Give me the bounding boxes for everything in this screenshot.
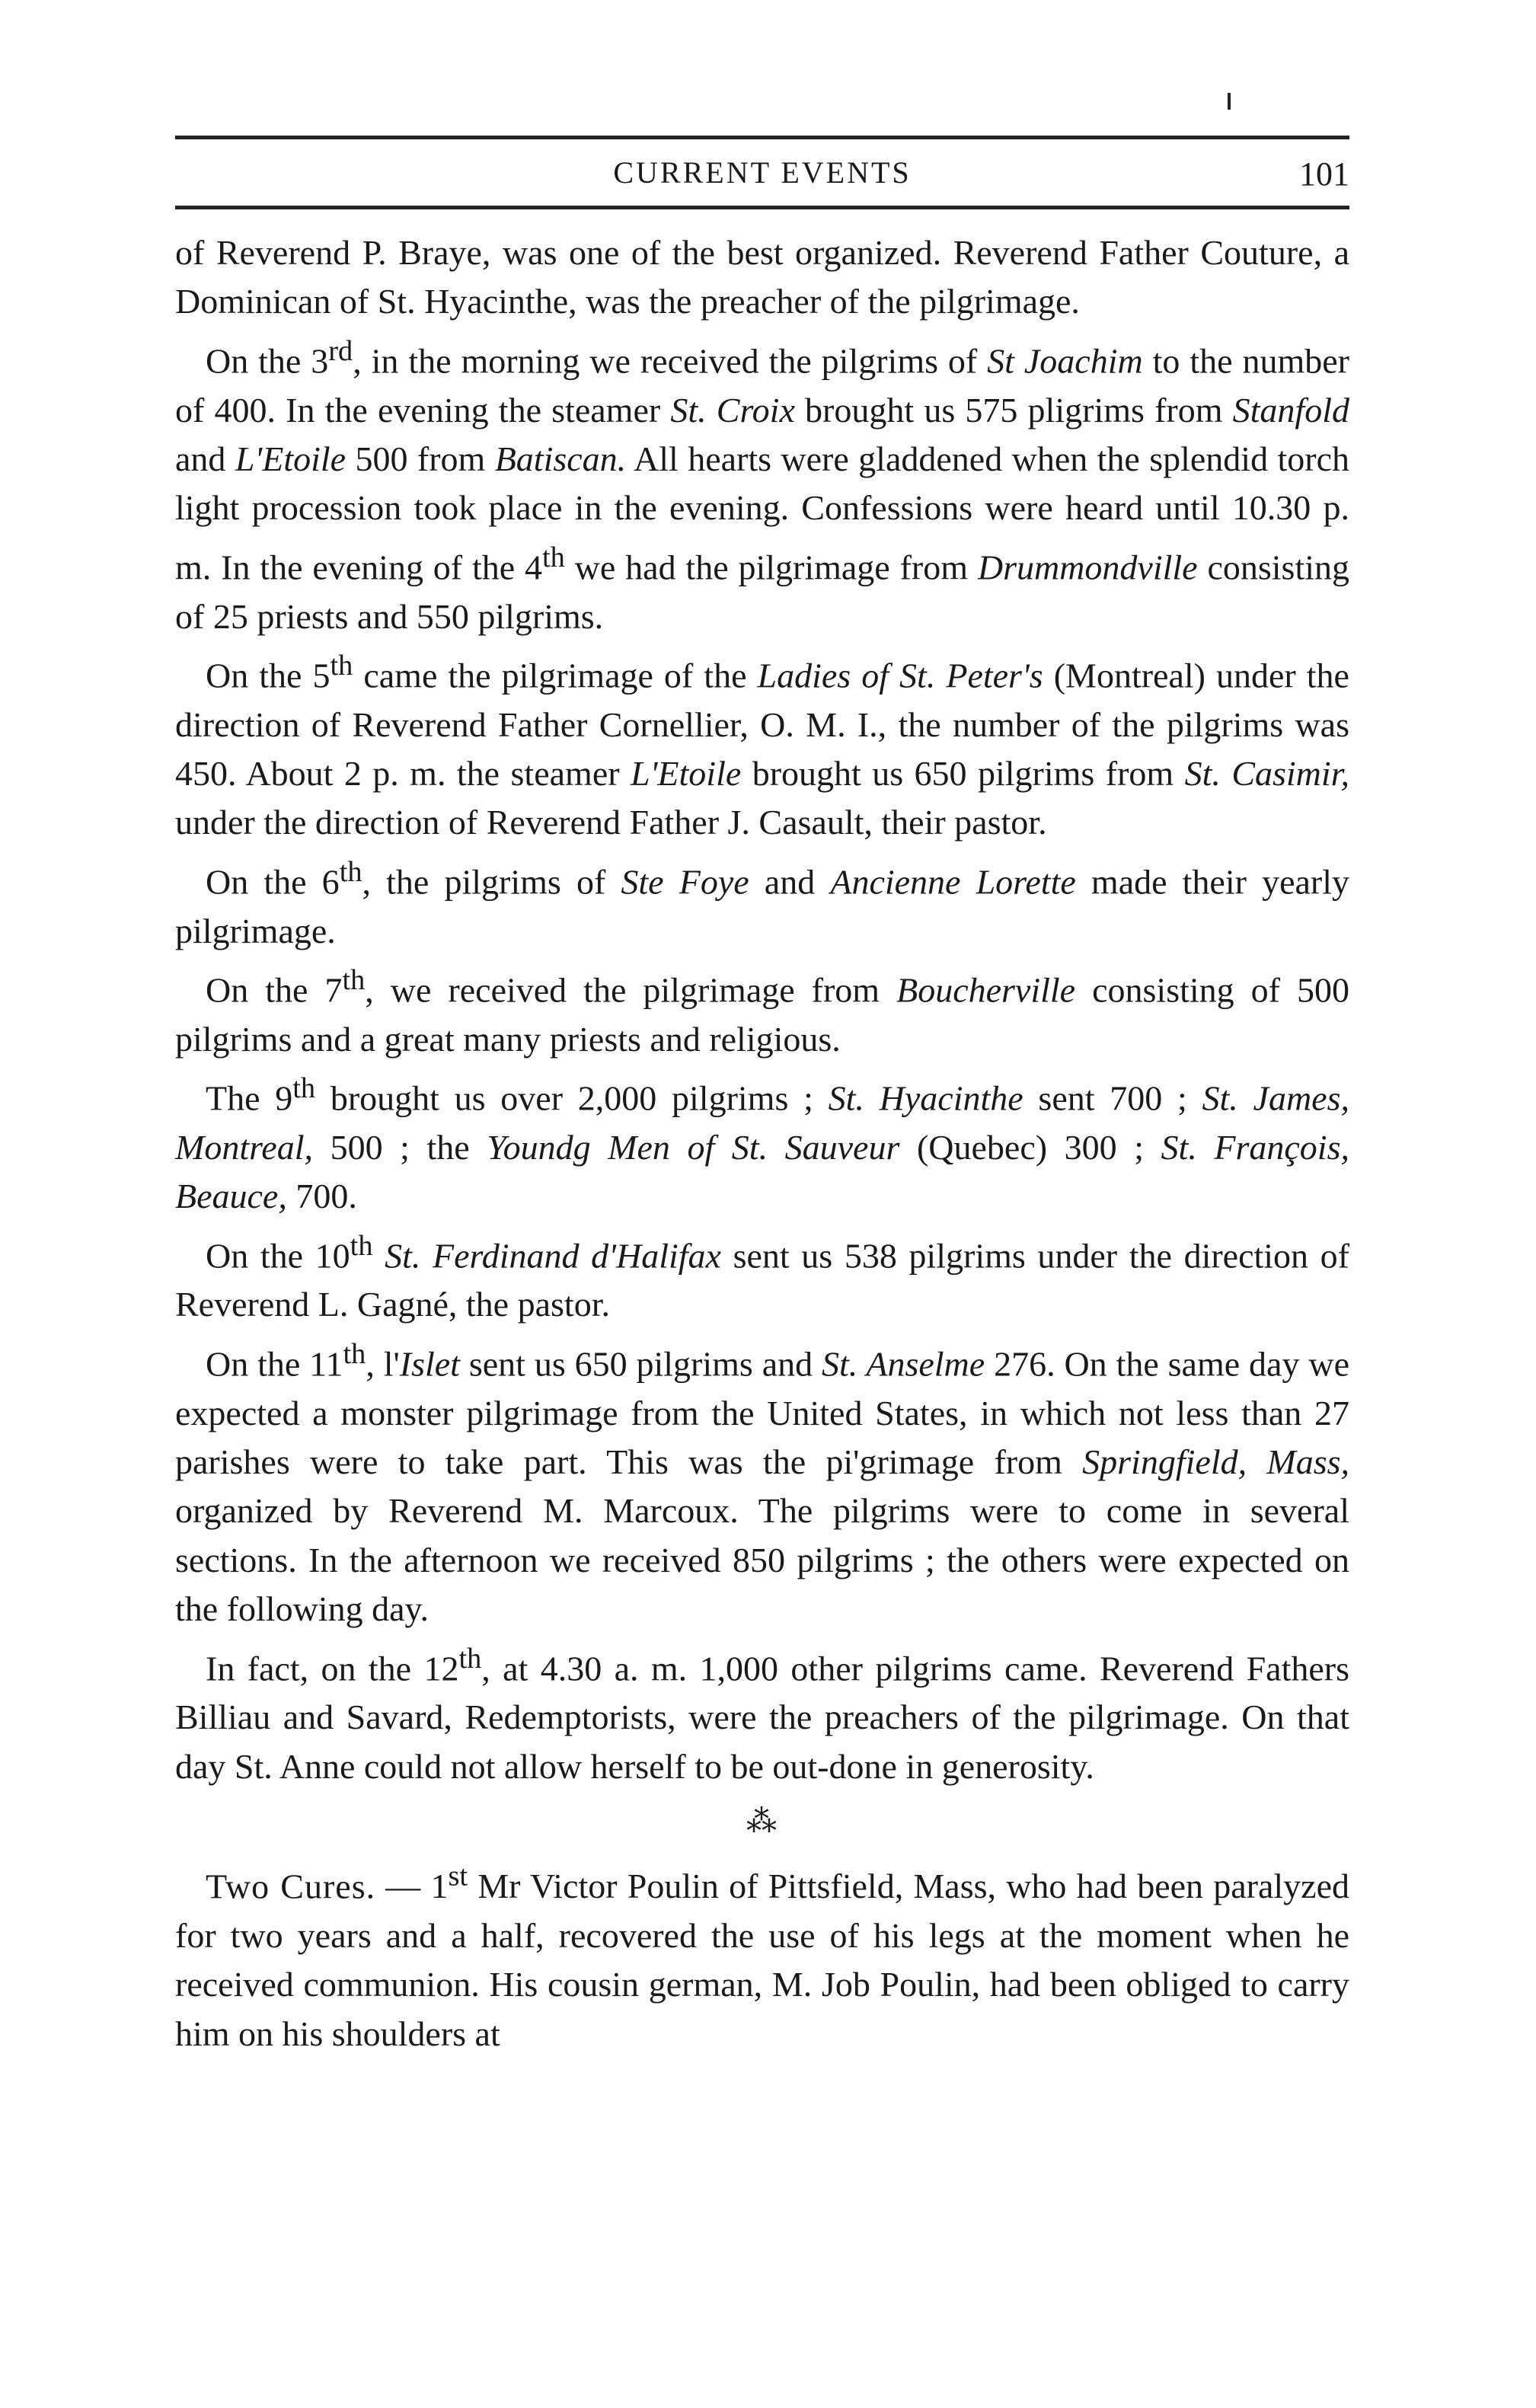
text-run: On the 7 bbox=[206, 970, 343, 1010]
text-run: came the pilgrimage of the bbox=[353, 656, 758, 695]
ordinal-suffix: th bbox=[292, 1072, 316, 1105]
paragraph bbox=[175, 848, 1349, 956]
body-text bbox=[175, 228, 1349, 2058]
text-run: — 1 bbox=[375, 1867, 449, 1906]
text-run: brought us over 2,000 pilgrims ; bbox=[315, 1078, 829, 1118]
text-run: sent us 538 pilgrims under the direction of Reverend L. Gagné, the pastor. bbox=[175, 1236, 1349, 1324]
section-paragraph bbox=[175, 1852, 1349, 2058]
running-head bbox=[175, 136, 1349, 209]
paragraph-list bbox=[175, 228, 1349, 1791]
text-run: to the number of 400. In the evening the steamer bbox=[175, 341, 1349, 430]
text-run: and bbox=[749, 862, 831, 902]
paragraph bbox=[175, 228, 1349, 327]
italic-place-name: St. Ferdinand d'Halifax bbox=[385, 1236, 721, 1276]
text-run: , the pilgrims of bbox=[362, 862, 621, 902]
italic-place-name: Ladies of St. Peter's bbox=[757, 656, 1043, 695]
ordinal-suffix: th bbox=[339, 855, 362, 888]
paragraph bbox=[175, 1634, 1349, 1792]
text-run: On the 10 bbox=[206, 1236, 350, 1276]
ordinal-suffix: th bbox=[343, 1337, 366, 1370]
italic-place-name: St. James, Montreal, bbox=[175, 1078, 1350, 1167]
ordinal-suffix: st bbox=[448, 1860, 468, 1893]
italic-place-name: St Joachim bbox=[987, 341, 1143, 381]
italic-place-name: Islet bbox=[399, 1344, 460, 1384]
ordinal-suffix: th bbox=[330, 649, 353, 682]
text-run: brought us 650 pilgrims from bbox=[741, 754, 1185, 794]
italic-place-name: St. Casimir, bbox=[1184, 754, 1349, 794]
ordinal-suffix: th bbox=[342, 964, 366, 996]
text-run: In fact, on the 12 bbox=[206, 1648, 459, 1688]
italic-place-name: Drummondville bbox=[977, 548, 1198, 587]
italic-place-name: Ancienne Lorette bbox=[830, 862, 1076, 902]
text-run: consisting of 500 pilgrims and a great many priests and religious. bbox=[175, 970, 1350, 1059]
italic-place-name: Springfield, Mass, bbox=[1082, 1442, 1349, 1481]
italic-place-name: St. Anselme bbox=[822, 1344, 985, 1384]
text-run: sent 700 ; bbox=[1023, 1078, 1202, 1118]
text-run: made their yearly pilgrimage. bbox=[175, 862, 1350, 950]
text-run: consisting of 25 priests and 550 pilgrims. bbox=[175, 548, 1349, 636]
text-run: , at 4.30 a. m. 1,000 other pilgrims came. Reverend Fathers Billiau and Savard, Redemptorists, were the preachers of the pilgrimage. On that day St. Anne could not allow herself to be out-done in generosity. bbox=[175, 1648, 1349, 1786]
text-run: Mr Victor Poulin of Pittsfield, Mass, who had been paralyzed for two years and a half, recovered the use of his legs at the moment when he received communion. His cousin german, M. Job Poulin, had been obliged to carry him on his shoulders at bbox=[175, 1867, 1349, 2053]
text-run: of Reverend P. Braye, was one of the best organized. Reverend Father Couture, a Dominican of St. Hyacinthe, was the preacher of the pilgrimage. bbox=[175, 233, 1349, 321]
text-run: On the 6 bbox=[206, 862, 340, 902]
italic-place-name: Ste Foye bbox=[621, 862, 749, 902]
text-run: On the 5 bbox=[206, 656, 331, 695]
page-number: 101 bbox=[1299, 155, 1349, 193]
text-run: 500 from bbox=[346, 439, 495, 478]
text-run: , l' bbox=[366, 1344, 400, 1384]
text-run: sent us 650 pilgrims and bbox=[459, 1344, 822, 1384]
italic-place-name: St. Croix bbox=[670, 390, 795, 430]
text-run: , we received the pilgrimage from bbox=[365, 970, 897, 1010]
text-run: 276. On the same day we expected a monster pilgrimage from the United States, in which not less than 27 parishes were to take part. This was the pi'grimage from bbox=[175, 1344, 1349, 1481]
header-rule bbox=[175, 206, 1349, 209]
text-run: and bbox=[175, 439, 235, 478]
text-run: 500 ; the bbox=[313, 1127, 487, 1167]
italic-place-name: Batiscan. bbox=[494, 439, 627, 478]
ordinal-suffix: th bbox=[542, 541, 565, 573]
text-run: On the 3 bbox=[206, 341, 329, 381]
italic-place-name: Stanfold bbox=[1232, 390, 1349, 430]
italic-place-name: St. François, Beauce, bbox=[175, 1127, 1349, 1216]
text-run: brought us 575 pligrims from bbox=[794, 390, 1233, 430]
text-run: On the 11 bbox=[206, 1344, 343, 1384]
text-run: All hearts were gladdened when the splendid torch light procession took place in the evening. Confessions were heard until 10.30 p. m. In the evening of the 4 bbox=[175, 439, 1349, 587]
ordinal-suffix: th bbox=[458, 1642, 482, 1675]
paragraph bbox=[175, 327, 1349, 641]
text-run: (Montreal) under the direction of Reverend Father Cornellier, O. M. I., the number of the pilgrims was 450. About 2 p. m. the steamer bbox=[175, 656, 1349, 794]
paragraph bbox=[175, 641, 1349, 848]
ordinal-suffix: rd bbox=[328, 334, 353, 367]
italic-place-name: Boucherville bbox=[896, 970, 1076, 1010]
text-run: (Quebec) 300 ; bbox=[899, 1127, 1161, 1167]
paragraph bbox=[175, 1064, 1349, 1222]
printer-mark bbox=[1228, 93, 1231, 110]
paragraph bbox=[175, 956, 1349, 1064]
paragraph bbox=[175, 1222, 1349, 1330]
section-title: Two Cures. bbox=[206, 1867, 376, 1906]
section-ornament: ⁂ bbox=[746, 1804, 778, 1839]
italic-place-name: St. Hyacinthe bbox=[828, 1078, 1023, 1118]
text-run: we had the pilgrimage from bbox=[564, 548, 978, 587]
text-run: under the direction of Reverend Father J. Casault, their pastor. bbox=[175, 803, 1047, 842]
paragraph bbox=[175, 1330, 1349, 1634]
ordinal-suffix: th bbox=[350, 1229, 373, 1262]
italic-place-name: L'Etoile bbox=[630, 754, 742, 794]
italic-place-name: L'Etoile bbox=[235, 439, 346, 478]
text-run: , in the morning we received the pilgrims of bbox=[353, 341, 988, 381]
text-run bbox=[373, 1236, 385, 1275]
text-run: 700. bbox=[286, 1177, 357, 1216]
italic-place-name: Youndg Men of St. Sauveur bbox=[487, 1127, 900, 1167]
text-run: The 9 bbox=[206, 1078, 293, 1118]
text-run: organized by Reverend M. Marcoux. The pilgrims were to come in several sections. In the afternoon we received 850 pilgrims ; the others were expected on the following day. bbox=[175, 1491, 1349, 1629]
running-head-title: CURRENT EVENTS bbox=[613, 155, 912, 190]
